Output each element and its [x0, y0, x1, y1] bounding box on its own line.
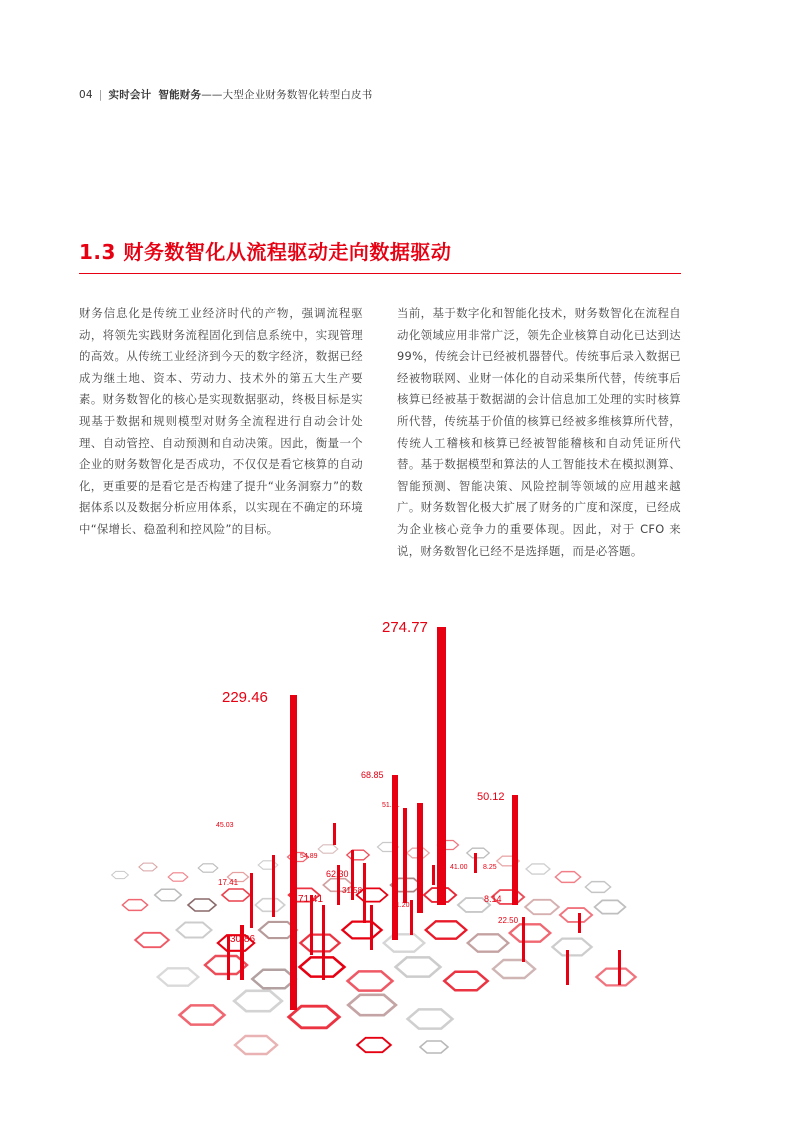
label-41-00: 41.00 — [450, 864, 468, 871]
left-paragraph: 财务信息化是传统工业经济时代的产物，强调流程驱动，将领先实践财务流程固化到信息系统中，实现管理的高效。从传统工业经济到今天的数字经济，数据已经成为继土地、资本、劳动力、技术外的第五大生产要素。财务数智化的核心是实现数据驱动，终极目标是实现基于数据和规则模型对财务全流程进行自动会计处理、自动管控、自动预测和自动决策。因此，衡量一个企业的财务数智化是否成功，不仅仅是看它核算的自动化，更重要的是看它是否构建了提升“业务洞察力”的数据体系以及数据分析应用体系，以实现在不确定的环境中“保增长、稳盈利和控风险”的目标。 — [79, 306, 363, 536]
label-54-89: 54.89 — [300, 853, 318, 860]
right-paragraph: 当前，基于数字化和智能化技术，财务数智化在流程自动化领域应用非常广泛，领先企业核算自动化已达到达 99%，传统会计已经被机器替代。传统事后录入数据已经被物联网、业财一体化的自动采集所代替，传统事后核算已经被基于数据湖的会计信息加工处理的实时核算所代替，传统基于价值的核算已经被多维核算所代替，传统人工稽核和核算已经被智能稽核和自动凭证所代替。基于数据模型和算法的人工智能技术在模拟测算、智能预测、智能决策、风险控制等领域的应用越来越广。财务数智化极大扩展了财务的广度和深度，已经成为企业核心竞争力的重要体现。因此，对于 CFO 来说，财务数智化已经不是选择题，而是必答题。 — [397, 306, 681, 558]
label-51-61: 51.61 — [382, 802, 400, 809]
header-separator: | — [98, 89, 103, 101]
label-30-86: 30.86 — [230, 934, 256, 945]
label-229-46: 229.46 — [222, 689, 268, 706]
label-45-03: 45.03 — [216, 822, 234, 829]
data-illustration — [90, 605, 690, 1070]
hexagon-field — [112, 841, 636, 1055]
running-header — [79, 87, 372, 102]
label-50-12: 50.12 — [477, 791, 505, 803]
hexagon-bar-illustration — [90, 605, 690, 1070]
header-subtitle: ——大型企业财务数智化转型白皮书 — [201, 89, 373, 101]
label-68-85: 68.85 — [361, 770, 384, 780]
header-series-a: 实时会计 — [108, 89, 152, 101]
label-71-41: 71.41 — [298, 894, 324, 905]
label-8-25: 8.25 — [483, 864, 497, 871]
label-62-30: 62.30 — [326, 869, 349, 879]
page-number: 04 — [79, 89, 93, 101]
label-8-14: 8.14 — [484, 894, 502, 904]
label-22-50: 22.50 — [498, 916, 519, 925]
label-21-20: 21.20 — [392, 902, 410, 909]
value-labels — [216, 619, 519, 945]
header-series-b: 智能财务 — [158, 89, 202, 101]
label-31-58: 31.58 — [342, 886, 363, 895]
section-title: 1.3 财务数智化从流程驱动走向数据驱动 — [79, 240, 452, 264]
label-274-77: 274.77 — [382, 619, 428, 636]
title-rule — [79, 273, 681, 274]
bars — [227, 627, 621, 1010]
label-17-41: 17.41 — [218, 878, 239, 887]
